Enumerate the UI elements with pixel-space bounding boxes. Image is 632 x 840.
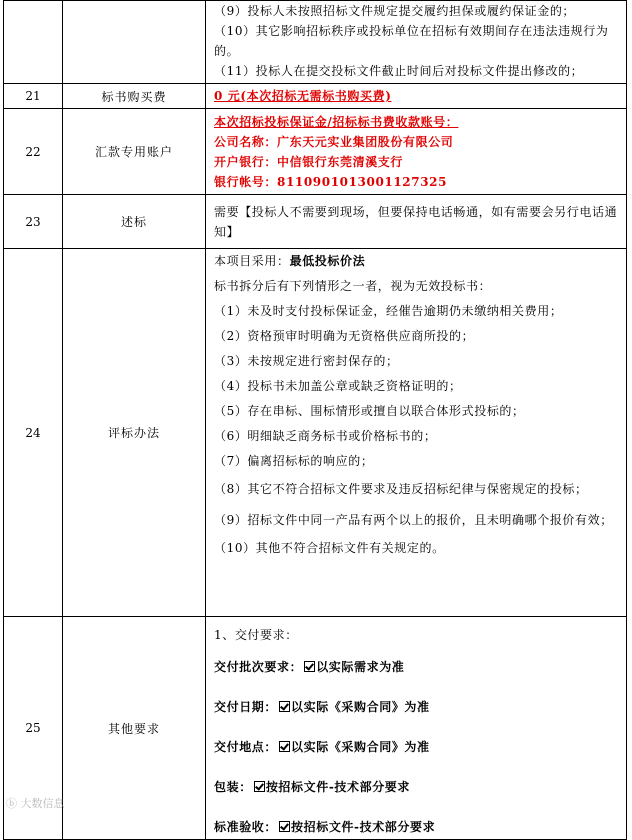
- row-content: [206, 617, 627, 840]
- evaluation-method: 本项目采用：最低投标价法: [214, 254, 366, 268]
- row-content: 需要【投标人不需要到现场，但要保持电话畅通，如有需要会另行电话通知】: [206, 195, 627, 249]
- list-item: （9）招标文件中同一产品有两个以上的报价，且未明确哪个报价有效；: [214, 513, 613, 527]
- row-number: 21: [4, 84, 63, 109]
- list-item: （8）其它不符合招标文件要求及违反招标纪律与保密规定的投标；: [214, 482, 588, 496]
- table-row: [4, 84, 627, 109]
- row-label: 述标: [63, 195, 206, 249]
- row-number: 23: [4, 195, 63, 249]
- list-item: （6）明细缺乏商务标书或价格标书的；: [214, 429, 437, 443]
- row-content: [206, 84, 627, 109]
- table-row: [4, 195, 627, 249]
- list-item: 交付批次要求： 以实际需求为准: [214, 660, 405, 674]
- list-item: 标准验收： 按招标文件-技术部分要求: [214, 820, 436, 834]
- account-heading: 本次招标投标保证金/招标标书费收款账号：: [214, 114, 459, 129]
- watermark: ⓑ 大数信息: [6, 797, 65, 810]
- row-label: [63, 1, 206, 84]
- list-item: （7）偏离招标标的响应的；: [214, 454, 374, 468]
- row-number: 22: [4, 109, 63, 195]
- row-label: 标书购买费: [63, 84, 206, 109]
- table-row: [4, 249, 627, 617]
- list-item: （5）存在串标、围标情形或擅自以联合体形式投标的；: [214, 404, 525, 418]
- table-row: [4, 617, 627, 840]
- row-label: 其他要求: [63, 617, 206, 840]
- list-item: （1）未及时支付投标保证金，经催告逾期仍未缴纳相关费用；: [214, 304, 563, 318]
- row-number: 25: [4, 617, 63, 840]
- checkbox-checked-icon: [279, 821, 290, 832]
- purchase-fee: 0 元(本次招标无需标书购买费): [214, 89, 392, 103]
- checkbox-checked-icon: [254, 781, 265, 792]
- clause-9: （9）投标人未按照招标文件规定提交履约担保或履约保证金的；: [214, 4, 576, 18]
- account-number: 银行帐号：811090101300112​7325: [214, 174, 448, 189]
- company-name: 公司名称：广东天元实业集团股份有限公司: [214, 134, 454, 149]
- table-row: [4, 1, 627, 84]
- checkbox-checked-icon: [279, 701, 290, 712]
- checkbox-checked-icon: [279, 741, 290, 752]
- list-item: （10）其他不符合招标文件有关规定的。: [214, 541, 445, 555]
- watermark-logo-icon: ⓑ: [6, 797, 21, 810]
- row-label: 汇款专用账户: [63, 109, 206, 195]
- list-item: （2）资格预审时明确为无资格供应商所投的；: [214, 329, 475, 343]
- row-content: [206, 109, 627, 195]
- delivery-heading: 1、交付要求：: [214, 628, 298, 642]
- table-row: [4, 109, 627, 195]
- row-content: [206, 249, 627, 617]
- invalid-bid-intro: 标书拆分后有下列情形之一者，视为无效投标书：: [214, 279, 492, 293]
- row-number: 24: [4, 249, 63, 617]
- row-content: [206, 1, 627, 84]
- list-item: （3）未按规定进行密封保存的；: [214, 354, 399, 368]
- clause-11: （11）投标人在提交投标文件截止时间后对投标文件提出修改的；: [214, 64, 584, 78]
- list-item: 交付地点： 以实际《采购合同》为准: [214, 740, 430, 754]
- checkbox-checked-icon: [304, 661, 315, 672]
- list-item: （4）投标书未加盖公章或缺乏资格证明的；: [214, 379, 462, 393]
- row-label: 评标办法: [63, 249, 206, 617]
- row-number: [4, 1, 63, 84]
- list-item: 交付日期： 以实际《采购合同》为准: [214, 700, 430, 714]
- list-item: 包装： 按招标文件-技术部分要求: [214, 780, 410, 794]
- bid-requirements-table: [3, 0, 627, 840]
- bank-name: 开户银行：中信银行东莞清溪支行: [214, 154, 404, 169]
- clause-10: （10）其它影响招标秩序或投标单位在招标有效期间存在违法违规行为的。: [214, 24, 609, 58]
